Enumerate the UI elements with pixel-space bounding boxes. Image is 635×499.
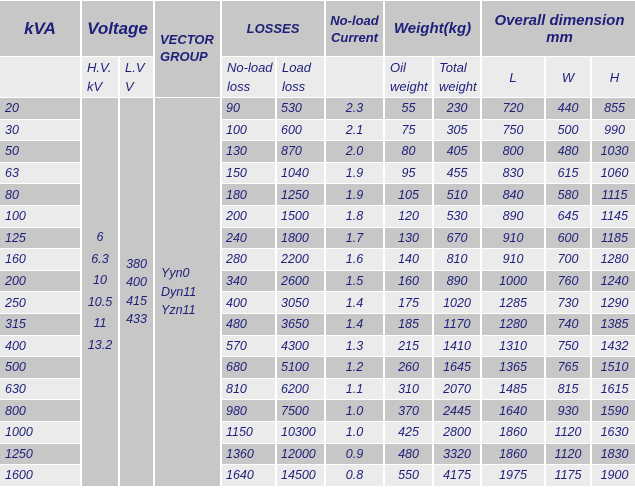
- cell-total-weight: 2070: [434, 379, 480, 400]
- cell-dim-l: 1640: [482, 400, 544, 421]
- cell-lv-voltages: [120, 98, 153, 486]
- cell-oil-weight: 260: [385, 357, 432, 378]
- cell-kva: 20: [0, 98, 80, 119]
- cell-oil-weight: 425: [385, 422, 432, 443]
- cell-no-load-loss: 810: [222, 379, 275, 400]
- cell-total-weight: 2445: [434, 400, 480, 421]
- cell-load-loss: 10300: [277, 422, 324, 443]
- cell-load-loss: 1500: [277, 206, 324, 227]
- cell-dim-w: 1120: [546, 444, 590, 465]
- cell-load-loss: 1250: [277, 184, 324, 205]
- cell-kva: 250: [0, 292, 80, 313]
- cell-dim-w: 730: [546, 292, 590, 313]
- cell-no-load-loss: 340: [222, 271, 275, 292]
- cell-load-loss: 7500: [277, 400, 324, 421]
- cell-dim-w: 600: [546, 228, 590, 249]
- cell-dim-h: 1115: [592, 184, 635, 205]
- cell-load-loss: 600: [277, 120, 324, 141]
- subheader-oil-weight: Oil weight: [385, 57, 432, 97]
- cell-no-load-loss: 1640: [222, 465, 275, 486]
- hv-value: 6.3: [91, 251, 109, 266]
- cell-no-load-loss: 1150: [222, 422, 275, 443]
- cell-oil-weight: 160: [385, 271, 432, 292]
- vector-group-value: Yyn0: [161, 266, 190, 281]
- cell-load-loss: 5100: [277, 357, 324, 378]
- cell-dim-h: 1240: [592, 271, 635, 292]
- cell-no-load-current: 2.3: [326, 98, 383, 119]
- header-losses: LOSSES: [222, 1, 324, 56]
- header-weight: Weight(kg): [385, 1, 480, 56]
- cell-no-load-loss: 200: [222, 206, 275, 227]
- header-overall-dimension: Overall dimension mm: [482, 1, 635, 56]
- cell-load-loss: 12000: [277, 444, 324, 465]
- cell-no-load-loss: 150: [222, 163, 275, 184]
- hv-value: 11: [93, 316, 107, 331]
- cell-oil-weight: 550: [385, 465, 432, 486]
- cell-dim-h: 1280: [592, 249, 635, 270]
- cell-kva: 1600: [0, 465, 80, 486]
- cell-dim-h: 1900: [592, 465, 635, 486]
- cell-no-load-current: 1.5: [326, 271, 383, 292]
- cell-no-load-loss: 180: [222, 184, 275, 205]
- cell-dim-l: 1285: [482, 292, 544, 313]
- cell-oil-weight: 75: [385, 120, 432, 141]
- cell-dim-w: 700: [546, 249, 590, 270]
- cell-kva: 100: [0, 206, 80, 227]
- cell-no-load-current: 0.9: [326, 444, 383, 465]
- cell-dim-l: 1000: [482, 271, 544, 292]
- cell-dim-w: 760: [546, 271, 590, 292]
- cell-no-load-loss: 280: [222, 249, 275, 270]
- cell-kva: 125: [0, 228, 80, 249]
- cell-kva: 800: [0, 400, 80, 421]
- cell-dim-h: 1615: [592, 379, 635, 400]
- cell-no-load-current: 1.4: [326, 314, 383, 335]
- cell-kva: 200: [0, 271, 80, 292]
- cell-no-load-current: 1.4: [326, 292, 383, 313]
- cell-no-load-current: 2.1: [326, 120, 383, 141]
- cell-total-weight: 1020: [434, 292, 480, 313]
- cell-no-load-current: 1.1: [326, 379, 383, 400]
- cell-kva: 30: [0, 120, 80, 141]
- cell-kva: 160: [0, 249, 80, 270]
- cell-oil-weight: 95: [385, 163, 432, 184]
- cell-total-weight: 455: [434, 163, 480, 184]
- cell-load-loss: 3050: [277, 292, 324, 313]
- cell-oil-weight: 185: [385, 314, 432, 335]
- cell-dim-w: 645: [546, 206, 590, 227]
- cell-oil-weight: 175: [385, 292, 432, 313]
- cell-no-load-current: 1.3: [326, 336, 383, 357]
- cell-oil-weight: 480: [385, 444, 432, 465]
- cell-load-loss: 2200: [277, 249, 324, 270]
- cell-oil-weight: 310: [385, 379, 432, 400]
- cell-no-load-loss: 90: [222, 98, 275, 119]
- cell-kva: 500: [0, 357, 80, 378]
- cell-dim-h: 990: [592, 120, 635, 141]
- cell-dim-l: 1280: [482, 314, 544, 335]
- cell-no-load-loss: 980: [222, 400, 275, 421]
- cell-total-weight: 4175: [434, 465, 480, 486]
- cell-load-loss: 530: [277, 98, 324, 119]
- cell-dim-l: 1365: [482, 357, 544, 378]
- cell-dim-l: 840: [482, 184, 544, 205]
- cell-no-load-loss: 240: [222, 228, 275, 249]
- cell-total-weight: 670: [434, 228, 480, 249]
- cell-dim-l: 830: [482, 163, 544, 184]
- cell-dim-h: 1510: [592, 357, 635, 378]
- cell-dim-l: 1975: [482, 465, 544, 486]
- cell-kva: 63: [0, 163, 80, 184]
- cell-dim-w: 765: [546, 357, 590, 378]
- cell-kva: 1250: [0, 444, 80, 465]
- lv-value: 400: [126, 275, 147, 290]
- cell-dim-l: 910: [482, 249, 544, 270]
- cell-dim-w: 1120: [546, 422, 590, 443]
- hv-value: 10.5: [87, 294, 113, 309]
- cell-total-weight: 1645: [434, 357, 480, 378]
- hv-value: 10: [93, 273, 107, 288]
- subheader-dim-w: W: [546, 57, 590, 97]
- cell-dim-l: 800: [482, 141, 544, 162]
- cell-no-load-loss: 100: [222, 120, 275, 141]
- cell-oil-weight: 120: [385, 206, 432, 227]
- cell-vector-groups: [155, 98, 220, 486]
- cell-no-load-loss: 130: [222, 141, 275, 162]
- cell-kva: 80: [0, 184, 80, 205]
- cell-load-loss: 2600: [277, 271, 324, 292]
- cell-oil-weight: 140: [385, 249, 432, 270]
- cell-dim-w: 580: [546, 184, 590, 205]
- cell-total-weight: 530: [434, 206, 480, 227]
- cell-no-load-current: 0.8: [326, 465, 383, 486]
- subheader-dim-h: H: [592, 57, 635, 97]
- cell-dim-h: 1060: [592, 163, 635, 184]
- cell-total-weight: 230: [434, 98, 480, 119]
- cell-load-loss: 1800: [277, 228, 324, 249]
- cell-oil-weight: 215: [385, 336, 432, 357]
- cell-dim-w: 740: [546, 314, 590, 335]
- cell-dim-h: 1030: [592, 141, 635, 162]
- cell-dim-l: 910: [482, 228, 544, 249]
- cell-no-load-current: 1.2: [326, 357, 383, 378]
- cell-dim-l: 1860: [482, 422, 544, 443]
- cell-no-load-current: 1.9: [326, 184, 383, 205]
- cell-dim-l: 1485: [482, 379, 544, 400]
- cell-dim-w: 500: [546, 120, 590, 141]
- cell-load-loss: 870: [277, 141, 324, 162]
- cell-oil-weight: 370: [385, 400, 432, 421]
- table-row: [0, 98, 635, 119]
- cell-dim-l: 890: [482, 206, 544, 227]
- cell-total-weight: 405: [434, 141, 480, 162]
- cell-total-weight: 510: [434, 184, 480, 205]
- subheader-kva-empty: [0, 57, 80, 97]
- cell-no-load-current: 1.6: [326, 249, 383, 270]
- cell-dim-h: 1830: [592, 444, 635, 465]
- cell-no-load-current: 1.0: [326, 400, 383, 421]
- cell-dim-h: 1432: [592, 336, 635, 357]
- cell-dim-w: 615: [546, 163, 590, 184]
- cell-no-load-loss: 570: [222, 336, 275, 357]
- cell-dim-l: 1860: [482, 444, 544, 465]
- cell-total-weight: 810: [434, 249, 480, 270]
- subheader-hv: H.V. kV: [82, 57, 118, 97]
- cell-kva: 315: [0, 314, 80, 335]
- cell-total-weight: 1170: [434, 314, 480, 335]
- cell-dim-h: 855: [592, 98, 635, 119]
- cell-no-load-loss: 480: [222, 314, 275, 335]
- cell-load-loss: 6200: [277, 379, 324, 400]
- subheader-lv: L.V V: [120, 57, 153, 97]
- cell-dim-h: 1385: [592, 314, 635, 335]
- cell-oil-weight: 130: [385, 228, 432, 249]
- cell-dim-w: 1175: [546, 465, 590, 486]
- lv-value: 380: [126, 256, 147, 271]
- cell-dim-w: 440: [546, 98, 590, 119]
- cell-dim-w: 815: [546, 379, 590, 400]
- cell-load-loss: 4300: [277, 336, 324, 357]
- cell-no-load-loss: 1360: [222, 444, 275, 465]
- subheader-current-empty: [326, 57, 383, 97]
- subheader-load-loss: Load loss: [277, 57, 324, 97]
- table-body: [0, 98, 635, 486]
- cell-load-loss: 1040: [277, 163, 324, 184]
- cell-dim-w: 750: [546, 336, 590, 357]
- cell-no-load-current: 2.0: [326, 141, 383, 162]
- cell-no-load-current: 1.8: [326, 206, 383, 227]
- cell-kva: 630: [0, 379, 80, 400]
- cell-no-load-current: 1.7: [326, 228, 383, 249]
- cell-total-weight: 1410: [434, 336, 480, 357]
- cell-no-load-current: 1.0: [326, 422, 383, 443]
- cell-dim-h: 1630: [592, 422, 635, 443]
- cell-dim-h: 1290: [592, 292, 635, 313]
- vector-group-value: Dyn11: [161, 284, 197, 299]
- cell-load-loss: 3650: [277, 314, 324, 335]
- cell-total-weight: 3320: [434, 444, 480, 465]
- hv-value: 13.2: [87, 337, 113, 352]
- cell-oil-weight: 80: [385, 141, 432, 162]
- lv-value: 415: [126, 293, 147, 308]
- cell-dim-l: 750: [482, 120, 544, 141]
- header-vector-group: VECTOR GROUP: [155, 1, 220, 97]
- cell-oil-weight: 55: [385, 98, 432, 119]
- lv-value: 433: [126, 312, 147, 327]
- cell-dim-h: 1590: [592, 400, 635, 421]
- cell-dim-h: 1145: [592, 206, 635, 227]
- vector-group-value: Yzn11: [161, 303, 196, 318]
- cell-total-weight: 305: [434, 120, 480, 141]
- subheader-dim-l: L: [482, 57, 544, 97]
- cell-dim-w: 930: [546, 400, 590, 421]
- header-kva: kVA: [0, 1, 80, 56]
- cell-dim-l: 1310: [482, 336, 544, 357]
- header-voltage: Voltage: [82, 1, 153, 56]
- cell-kva: 50: [0, 141, 80, 162]
- cell-total-weight: 2800: [434, 422, 480, 443]
- cell-hv-voltages: [82, 98, 118, 486]
- cell-dim-l: 720: [482, 98, 544, 119]
- hv-value: 6: [96, 230, 104, 245]
- cell-no-load-loss: 400: [222, 292, 275, 313]
- subheader-total-weight: Total weight: [434, 57, 480, 97]
- cell-dim-h: 1185: [592, 228, 635, 249]
- cell-dim-w: 480: [546, 141, 590, 162]
- cell-kva: 400: [0, 336, 80, 357]
- header-no-load-current: No-load Current: [326, 1, 383, 56]
- subheader-no-load-loss: No-load loss: [222, 57, 275, 97]
- cell-no-load-loss: 680: [222, 357, 275, 378]
- cell-no-load-current: 1.9: [326, 163, 383, 184]
- cell-load-loss: 14500: [277, 465, 324, 486]
- cell-kva: 1000: [0, 422, 80, 443]
- cell-total-weight: 890: [434, 271, 480, 292]
- cell-oil-weight: 105: [385, 184, 432, 205]
